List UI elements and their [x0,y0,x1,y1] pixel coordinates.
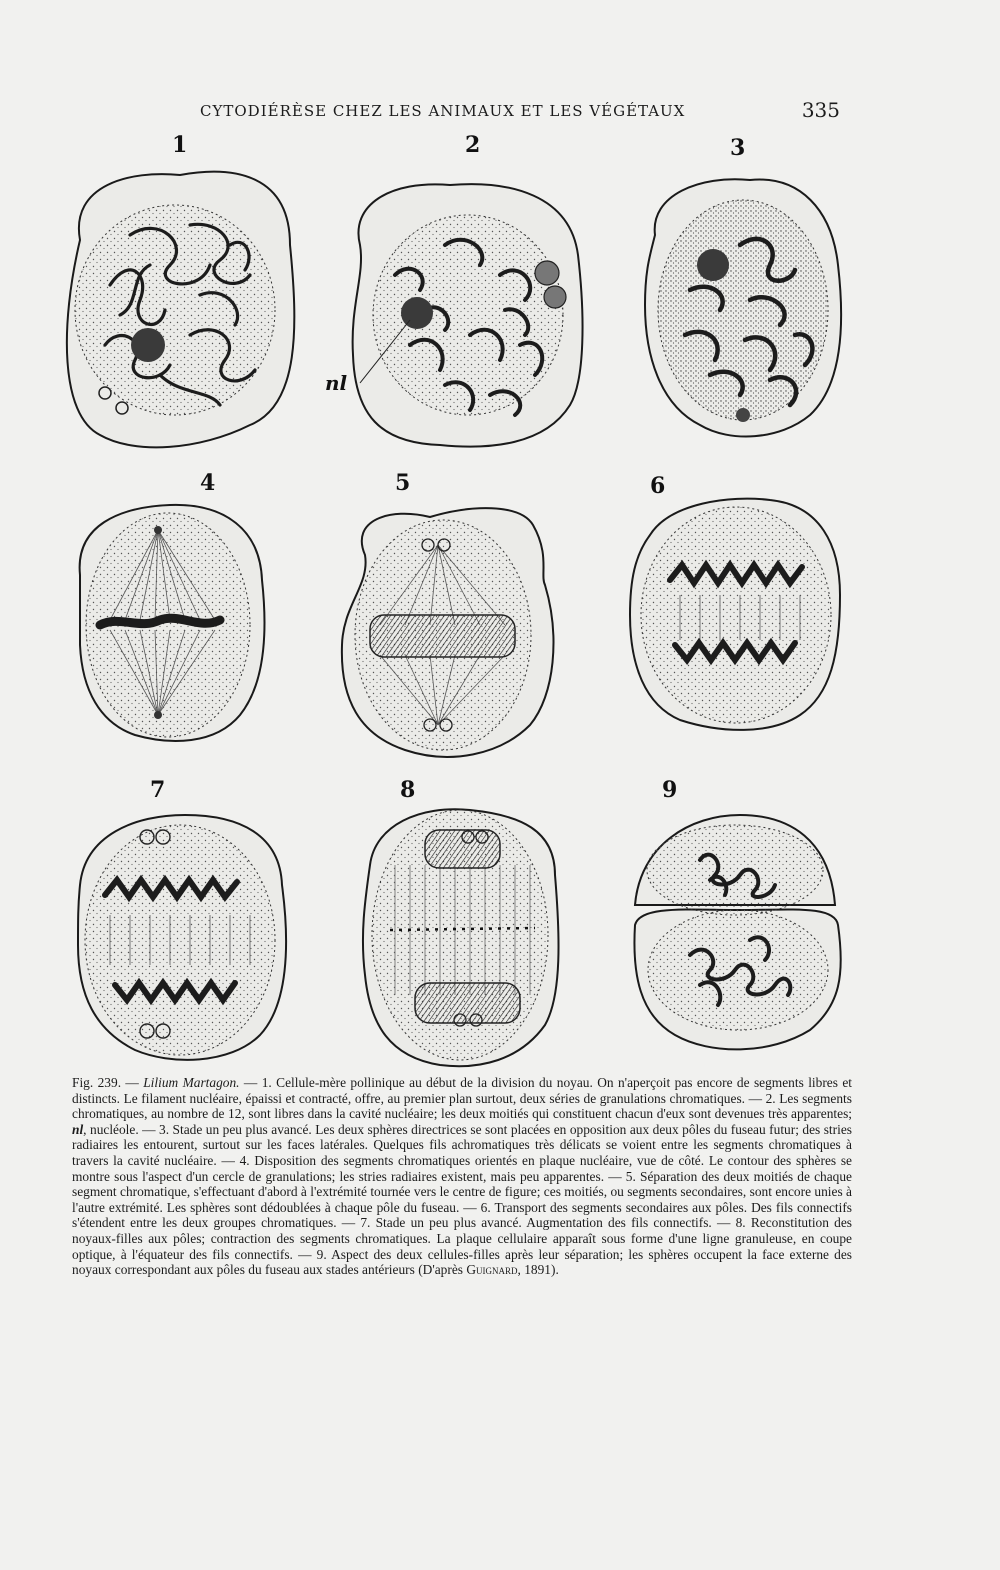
figure-panel-2 [325,132,583,447]
figure-panel-6 [630,473,840,730]
caption-text-1: — 1. Cellule-mère pollinique au début de la division du noyau. On n'aperçoit pas encore de segments libres et distincts. Le filament nucléaire, épaissi et contracté, offre, au premier plan surtout, deux séries de granulations chromatiques. — 2. Les segments chromatiques, au nombre de 12, sont libres dans la cavité nucléaire; les deux moitiés qui constituent chacun d'eux sont devenues très apparentes; [72,1075,853,1122]
figure-plate [50,125,850,1070]
figure-panel-9 [634,777,840,1049]
nucleolus-term: nl [72,1121,84,1137]
panel-number-1: 1 [172,132,188,158]
panel-number-9: 9 [662,777,678,803]
caption-text-2: , nucléole. — 3. Stade un peu plus avancé. Les deux sphères directrices se sont placées en opposition aux deux pôles du fuseau futur; des stries radiaires les entourent, surtout sur les faces latérales. Quelques fils achromatiques très délicats se voient entre les segments chromatiques à travers la cavité nucléaire. — 4. Disposition des segments chromatiques orientés en plaque nucléaire, vue de côté. Le contour des sphères se montre sous l'aspect d'un cercle de granulations; les stries radiaires existent, mais peu apparentes. — 5. Séparation des deux moitiés de chaque segment chromatique, s'effectuant d'abord à l'extrémité tournée vers le centre de figure; ces moitiés, ou segments secondaires, sont encore unies à l'autre extrémité. Les sphères sont dédoublées à chaque pôle du fuseau. — 6. Transport des segments secondaires aux pôles. Des fils connectifs s'étendent entre les deux groupes chromatiques. — 7. Stade un peu plus avancé. Augmentation des fils connectifs. — 8. Reconstitution des noyaux-filles aux pôles; contraction des segments chromatiques. La plaque cellulaire apparaît sous forme d'une ligne granuleuse, en coupe optique, à l'équateur des fils connectifs. — 9. Aspect des deux cellules-filles après leur séparation; les sphères occupent la face externe des noyaux correspondant aux pôles du fuseau aux stades antérieurs (D'après [72,1121,852,1278]
figure-panel-1 [67,132,294,447]
page-header [200,98,840,124]
author-name: Guignard [466,1262,518,1278]
panel-number-2: 2 [465,132,481,158]
panel-number-6: 6 [650,473,666,499]
figure-panel-4 [80,470,265,741]
figure-caption [72,1075,852,1278]
figure-panel-5 [342,470,554,757]
panel-number-3: 3 [730,135,746,161]
page-number: 335 [801,98,840,122]
figure-label: Fig. 239. — [72,1075,144,1090]
nucleolus-label: nl [325,371,348,395]
figure-panel-3 [645,135,841,436]
panel-number-8: 8 [400,777,416,803]
figure-panel-7 [78,777,286,1060]
species-name: Lilium Martagon. [143,1075,240,1090]
panel-number-7: 7 [150,777,166,803]
figure-panel-8 [363,777,559,1066]
panel-number-4: 4 [200,470,216,496]
running-title: CYTODIÉRÈSE CHEZ LES ANIMAUX ET LES VÉGÉTAUX [200,102,686,120]
caption-text-3: , 1891). [517,1262,559,1278]
panel-number-5: 5 [395,470,411,496]
